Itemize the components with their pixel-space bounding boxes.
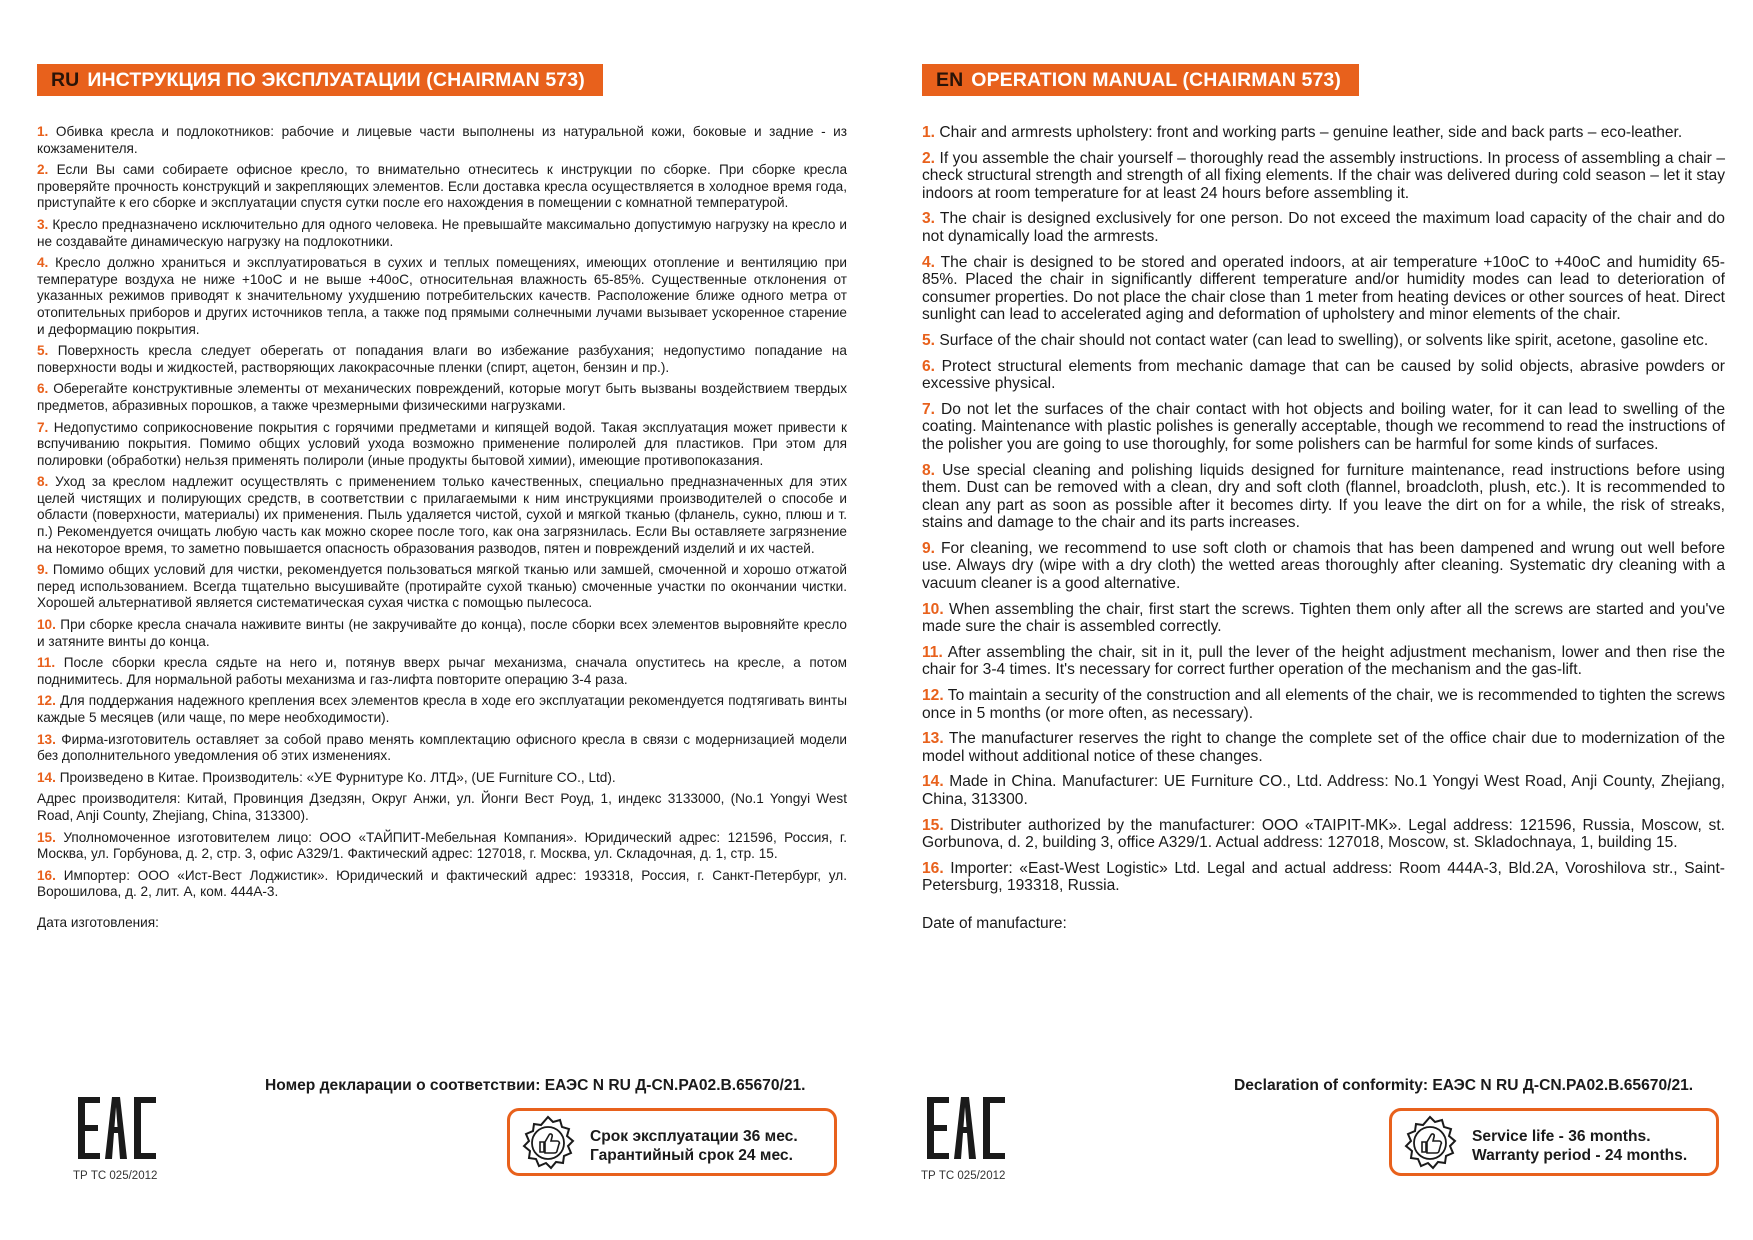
item-text: Made in China. Manufacturer: UE Furniture CO., Ltd. Address: No.1 Yongyi West Road, Anji County, Zhejiang, China, 313300.	[922, 773, 1725, 808]
ru-title-bar	[37, 64, 603, 96]
en-instruction-item	[922, 601, 1725, 636]
item-number: 4.	[37, 255, 49, 271]
ru-instruction-item	[37, 830, 847, 863]
en-instruction-item	[922, 150, 1725, 203]
item-text: Surface of the chair should not contact water (can lead to swelling), or solvents like spirit, acetone, gasoline etc.	[939, 331, 1709, 349]
item-text: Кресло предназначено исключительно для одного человека. Не превышайте максимально допустимую нагрузку на кресло и не создавайте динамическую нагрузку на подлокотники.	[37, 216, 848, 249]
ru-instruction-item	[37, 770, 847, 787]
en-instruction-list	[922, 124, 1725, 895]
item-number: 1.	[37, 124, 49, 139]
item-number: 16.	[922, 859, 944, 877]
item-text: Importer: «East-West Logistic» Ltd. Legal and actual address: Room 444A-3, Bld.2A, Voroshilova str., Saint-Petersburg, 193318, Russia.	[922, 859, 1725, 895]
item-text: After assembling the chair, sit in it, pull the lever of the height adjustment mechanism, lower and then rise the chair for 3-4 times. It's necessary for correct further operation of the mechanism and the gas-lift.	[922, 643, 1725, 679]
en-eac-standard: ТР ТС 025/2012	[921, 1170, 1006, 1182]
en-lang-code: EN	[936, 69, 964, 91]
ru-instruction-item	[37, 655, 847, 688]
item-number: 11.	[922, 643, 943, 661]
ru-service-text	[590, 1127, 798, 1165]
ru-lang-code: RU	[51, 69, 80, 91]
thumbs-up-seal-icon	[520, 1115, 576, 1171]
ru-eac-logo-icon	[78, 1097, 158, 1159]
ru-instruction-item	[37, 868, 847, 901]
item-number: 12.	[922, 687, 944, 705]
item-number: 7.	[37, 419, 49, 435]
item-text: The chair is designed exclusively for one person. Do not exceed the maximum load capacity of the chair and do not dynamically load the armrests.	[922, 210, 1725, 245]
item-text: Оберегайте конструктивные элементы от механических повреждений, которые могут быть вызваны воздействием твердых предметов, абразивных порошков, а также чрезмерными физическими нагрузками.	[37, 381, 847, 413]
item-number: 14.	[37, 769, 56, 785]
item-text: Кресло должно храниться и эксплуатироваться в сухих и теплых помещениях, имеющих отопление и вентиляцию при температуре воздуха не ниже +10оС и не выше +40оС, относительная влажность 65-85%. Существенные отклонения от указанных режимов приводят к значительному ухудшению потребительских качеств. Расположение ближе одного метра от отопительных приборов и других источников тепла, а также под прямыми солнечными лучами вызывает ускоренное старение и деформацию покрытия.	[37, 255, 847, 337]
en-instruction-item	[922, 540, 1725, 593]
ru-instruction-item	[37, 474, 847, 557]
item-number: 3.	[922, 210, 936, 228]
item-number: 12.	[37, 693, 56, 709]
item-number: 10.	[922, 600, 944, 618]
item-text: Если Вы сами собираете офисное кресло, то внимательно отнеситесь к инструкции по сборке. При сборке кресла проверяйте прочность конструкций и закрепляющих элементов. Если доставка кресла осуществляется в холодное время года, приступайте к его сборке и эксплуатации спустя сутки после его нахождения в помещении с комнатной температурой.	[37, 162, 847, 211]
en-title: OPERATION MANUAL (CHAIRMAN 573)	[971, 69, 1341, 91]
en-declaration: Declaration of conformity: ЕАЭС N RU Д-CN.PA02.B.65670/21.	[1234, 1077, 1694, 1094]
item-text: If you assemble the chair yourself – thoroughly read the assembly instructions. In process of assembling a chair – check structural strength and strength of all fixing elements. If the chair was delivered during cold season – let it stay indoors at room temperature for at least 24 hours before assembling it.	[922, 149, 1725, 202]
item-text: Distributer authorized by the manufacturer: OOO «TAIPIT-MK». Legal address: 121596, Russia, Moscow, st. Gorbunova, d. 2, building 3, office A329/1. Actual address: 127018, Moscow, st. Skladochnaya, 1, building 15.	[922, 816, 1725, 852]
en-instruction-item	[922, 817, 1725, 852]
item-number: 9.	[37, 562, 49, 578]
item-text: The manufacturer reserves the right to change the complete set of the office chair due to modernization of the model without additional notice of these changes.	[922, 730, 1725, 765]
en-service-text	[1472, 1127, 1687, 1165]
item-text: Поверхность кресла следует оберегать от попадания влаги во избежание разбухания; недопустимо попадание на поверхности воды и жидкостей, растворяющих лакокрасочные пленки (спирт, ацетон, бензин и пр.).	[37, 343, 847, 375]
thumbs-up-seal-icon	[1402, 1115, 1458, 1171]
en-section	[922, 64, 1725, 933]
ru-warranty: Гарантийный срок 24 мес.	[590, 1147, 793, 1164]
item-text: Фирма-изготовитель оставляет за собой право менять комплектацию офисного кресла в связи с модернизацией модели без дополнительного уведомления об этих изменениях.	[37, 731, 847, 764]
ru-manufacturer-address: Адрес производителя: Китай, Провинция Дзедзян, Округ Анжи, ул. Йонги Вест Роуд, 1, индекс 3133000, (No.1 Yongyi West Road, Anji County, Zhejiang, China, 313300).	[37, 791, 847, 823]
item-text: Уполномоченное изготовителем лицо: ООО «ТАЙПИТ-Мебельная Компания». Юридический адрес: 121596, Россия, г. Москва, ул. Горбунова, д. 2, стр. 3, офис А329/1. Фактический адрес: 127018, г. Москва, ул. Складочная, д. 1, стр. 15.	[37, 829, 848, 862]
ru-instruction-item	[37, 162, 847, 212]
item-number: 3.	[37, 216, 49, 232]
item-text: При сборке кресла сначала наживите винты (не закручивайте до конца), после сборки всех элементов выровняйте кресло и затяните винты до конца.	[37, 617, 847, 649]
item-text: Недопустимо соприкосновение покрытия с горячими предметами и кипящей водой. Такая эксплуатация может привести к вспучиванию покрытия. Помимо общих условий ухода возможно применение полиролей для пластиков. При этом для полировки (обработки) нельзя применять полироли (иные продукты бытовой химии), имеющие противопоказания.	[37, 419, 848, 468]
en-instruction-item	[922, 773, 1725, 808]
en-instruction-item	[922, 401, 1725, 454]
item-number: 6.	[922, 357, 936, 375]
item-number: 13.	[37, 731, 56, 747]
en-instruction-item	[922, 332, 1725, 350]
ru-instruction-item	[37, 343, 847, 376]
ru-instruction-item	[37, 381, 847, 414]
en-instruction-item	[922, 462, 1725, 532]
item-text: To maintain a security of the construction and all elements of the chair, we is recommended to tighten the screws once in 5 months (or more often, as necessary).	[922, 687, 1725, 722]
item-number: 2.	[37, 162, 49, 178]
en-service-life: Service life - 36 months.	[1472, 1128, 1651, 1145]
ru-instruction-item	[37, 124, 847, 157]
en-instruction-item	[922, 210, 1725, 245]
item-number: 7.	[922, 400, 936, 418]
ru-instruction-item	[37, 617, 847, 650]
item-number: 13.	[922, 730, 944, 748]
item-number: 6.	[37, 381, 49, 397]
item-number: 16.	[37, 867, 56, 883]
item-text: Use special cleaning and polishing liquids designed for furniture maintenance, read instructions before using them. Dust can be removed with a clean, dry and soft cloth (flannel, broadcloth, plush, etc.). It is recommended to clean any part as soon as possible after it becomes dirty. If you leave the dirt on for a while, the risk of streaks, stains and damage to the chair and its parts increases.	[922, 461, 1725, 532]
item-text: For cleaning, we recommend to use soft cloth or chamois that has been dampened and wrung out well before use. Always dry (wipe with a dry cloth) the wetted areas thoroughly after cleaning. Systematic dry cleaning with a vacuum cleaner is a good alternative.	[922, 539, 1725, 593]
item-number: 15.	[922, 816, 944, 834]
item-number: 5.	[37, 343, 49, 359]
item-text: Уход за креслом надлежит осуществлять с применением только качественных, специально предназначенных для этих целей чистящих и полирующих средств, в соответствии с прилагаемыми к ним инструкциями производителей о способе и области (поверхности, материалы) их применения. Пыль удаляется чистой, сухой и мягкой тканью (фланель, сукно, плюш и т. п.) Рекомендуется очищать любую часть как можно скорее после того, как она загрязнилась. Если Вы оставляете загрязнение на некоторое время, то заметно повышается опасность образования разводов, пятен и повреждений изделий и их частей.	[37, 474, 848, 556]
item-text: Помимо общих условий для чистки, рекомендуется пользоваться мягкой тканью или замшей, смоченной и хорошо отжатой перед использованием. Всегда тщательно высушивайте (протирайте сухой тканью) смоченные участки по окончании чистки. Хорошей альтернативой является систематическая сухая чистка с помощью пылесоса.	[37, 562, 847, 611]
item-number: 10.	[37, 617, 56, 633]
item-number: 2.	[922, 149, 936, 167]
en-title-bar	[922, 64, 1359, 96]
ru-instruction-item	[37, 217, 847, 250]
ru-declaration: Номер декларации о соответствии: ЕАЭС N RU Д-CN.PA02.B.65670/21.	[265, 1077, 806, 1094]
en-instruction-item	[922, 730, 1725, 765]
en-eac-logo-icon	[927, 1097, 1007, 1159]
item-text: Обивка кресла и подлокотников: рабочие и лицевые части выполнены из натуральной кожи, боковые и задние - из кожзаменителя.	[37, 124, 847, 156]
ru-instruction-item	[37, 693, 847, 726]
item-number: 5.	[922, 331, 936, 349]
ru-instruction-item	[37, 255, 847, 338]
item-text: The chair is designed to be stored and operated indoors, at air temperature +10оC to +40оC and humidity 65-85%. Placed the chair in significantly different temperature and/or humidity modes can lead to deterioration of consumer properties. Do not place the chair close than 1 meter from heating devices or other sources of heat. Direct sunlight can lead to accelerated aging and deformation of upholstery and minor elements of the chair.	[922, 253, 1725, 324]
item-text: Импортер: ООО «Ист-Вест Лоджистик». Юридический и фактический адрес: 193318, Россия, г. Санкт-Петербург, ул. Ворошилова, д. 2, лит. А, ком. 444А-3.	[37, 867, 847, 900]
item-text: Для поддержания надежного крепления всех элементов кресла в ходе его эксплуатации рекомендуется подтягивать винты каждые 5 месяцев (или чаще, по мере необходимости).	[37, 693, 848, 725]
item-number: 8.	[922, 461, 936, 479]
item-number: 1.	[922, 124, 936, 141]
ru-service-box	[507, 1108, 837, 1176]
item-text: Protect structural elements from mechanic damage that can be caused by solid objects, abrasive powders or excessive physical.	[922, 357, 1725, 393]
en-instruction-item	[922, 124, 1725, 142]
item-text: When assembling the chair, first start the screws. Tighten them only after all the screws are started and you've made sure the chair is assembled correctly.	[922, 600, 1725, 636]
en-instruction-item	[922, 687, 1725, 722]
en-instruction-item	[922, 358, 1725, 393]
item-text: Do not let the surfaces of the chair contact with hot objects and boiling water, for it can lead to swelling of the coating. Maintenance with plastic polishes is generally acceptable, though we recommend to read the instructions of the polisher you are going to use thoroughly, for some polishers can be harmful for some kinds of surfaces.	[922, 400, 1725, 453]
item-number: 8.	[37, 474, 49, 490]
ru-section	[37, 64, 847, 930]
en-date-label: Date of manufacture:	[922, 914, 1067, 932]
item-text: После сборки кресла сядьте на него и, потянув вверх рычаг механизма, сначала опуститесь на кресле, а потом поднимитесь. Для нормальной работы механизма и газ-лифта повторите операцию 3-4 раза.	[37, 655, 847, 687]
ru-service-life: Срок эксплуатации 36 мес.	[590, 1128, 798, 1145]
en-warranty: Warranty period - 24 months.	[1472, 1147, 1688, 1164]
ru-instruction-item	[37, 420, 847, 470]
ru-date-label: Дата изготовления:	[37, 914, 159, 930]
en-instruction-item	[922, 860, 1725, 895]
ru-title: ИНСТРУКЦИЯ ПО ЭКСПЛУАТАЦИИ (CHAIRMAN 573)	[87, 69, 585, 91]
item-number: 11.	[37, 655, 56, 671]
item-text: Chair and armrests upholstery: front and working parts – genuine leather, side and back parts – eco-leather.	[939, 124, 1683, 141]
item-number: 14.	[922, 773, 944, 791]
item-number: 15.	[37, 829, 56, 845]
item-text: Произведено в Китае. Производитель: «УЕ Фурнитуре Ко. ЛТД», (UE Furniture CO., Ltd).	[59, 769, 616, 785]
ru-instruction-item	[37, 732, 847, 765]
item-number: 4.	[922, 253, 936, 271]
item-number: 9.	[922, 539, 936, 557]
en-instruction-item	[922, 644, 1725, 679]
ru-eac-standard: ТР ТС 025/2012	[73, 1170, 158, 1182]
en-instruction-item	[922, 254, 1725, 324]
ru-instruction-list	[37, 124, 847, 930]
en-service-box	[1389, 1108, 1719, 1176]
ru-instruction-item	[37, 562, 847, 612]
